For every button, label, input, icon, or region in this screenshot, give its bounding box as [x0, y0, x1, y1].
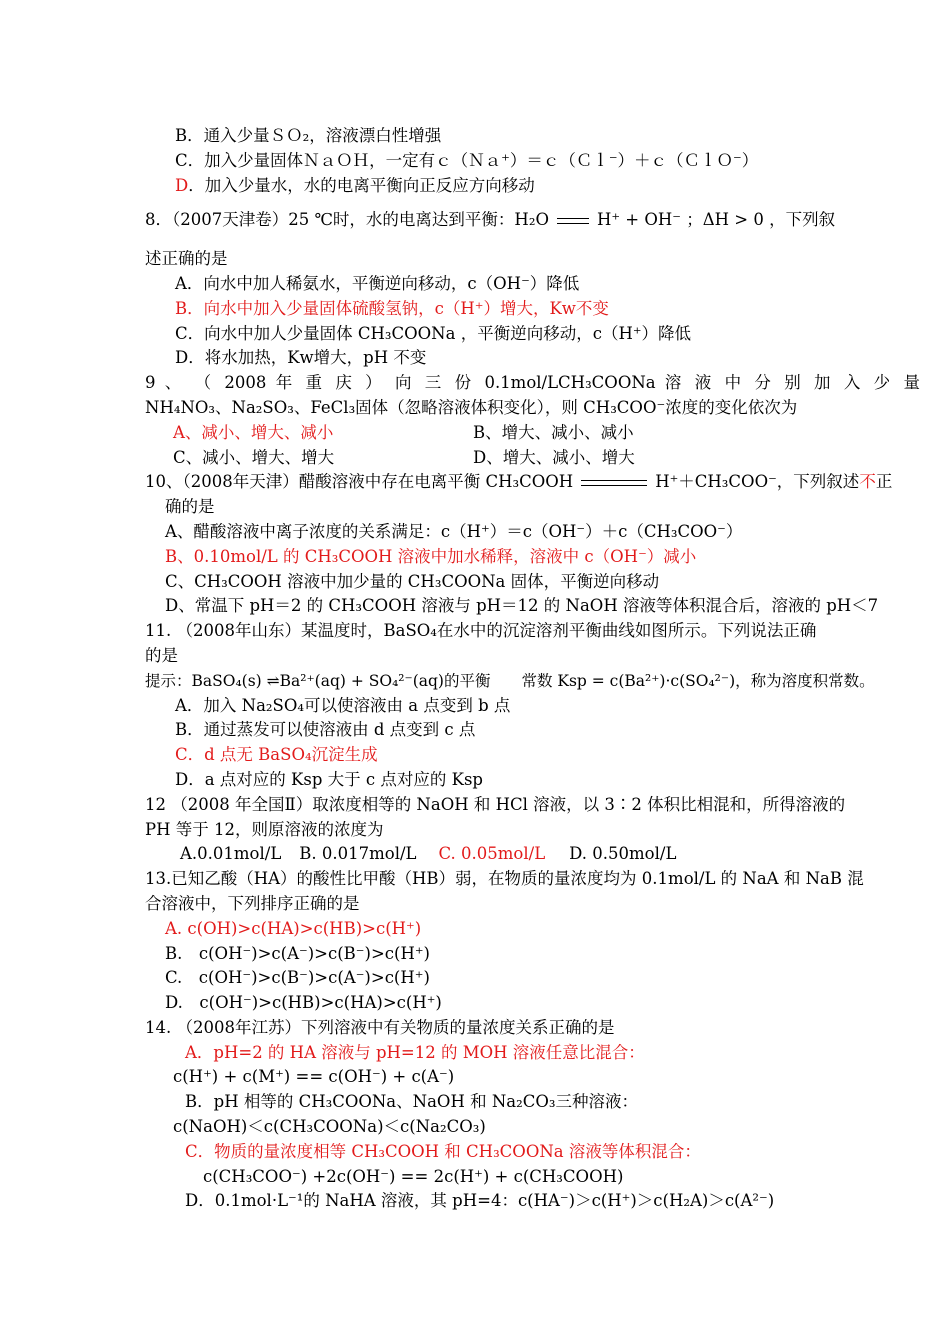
q10-option-d: D、常温下 pH＝2 的 CH₃COOH 溶液与 pH＝12 的 NaOH 溶液等体积混合后，溶液的 pH＜7 [165, 596, 879, 616]
q14-option-b-equation: c(NaOH)＜c(CH₃COONa)＜c(Na₂CO₃) [173, 1117, 486, 1137]
q13-option-b: B. c(OH⁻)>c(A⁻)>c(B⁻)>c(H⁺) [165, 943, 430, 963]
q10-stem-part3: 正 [875, 472, 893, 492]
q9-option-c: C、减小、增大、增大 [173, 447, 335, 467]
q9-stem-line1: 9 、 （ 2008 年 重 庆 ） 向 三 份 0.1mol/LCH₃COONa 溶 液 中 分 别 加 入 少 量 [145, 373, 920, 393]
q14-option-d: D．0.1mol·L⁻¹的 NaHA 溶液，其 pH=4：c(HA⁻)＞c(H⁺)＞c(H₂A)＞c(A²⁻) [185, 1191, 775, 1211]
q12-options [145, 842, 920, 867]
q10-option-c: C、CH₃COOH 溶液中加少量的 CH₃COONa 固体，平衡逆向移动 [165, 571, 660, 591]
q8-stem-part2: H⁺ + OH⁻ ；ΔH > 0 ，下列叙 [596, 210, 836, 230]
q14-option-c-equation: c(CH₃COO⁻) +2c(OH⁻) == 2c(H⁺) + c(CH₃COOH) [203, 1166, 624, 1186]
q7-option-c: C．加入少量固体ＮａＯＨ，一定有ｃ（Ｎａ⁺）＝ｃ（Ｃｌ⁻）＋ｃ（ＣｌＯ⁻） [175, 150, 759, 170]
q10-stem-continued: 确的是 [165, 497, 215, 517]
q10-stem-part2: H⁺＋CH₃COO⁻，下列叙述 [655, 472, 860, 492]
q13-option-a: A. c(OH)>c(HA)>c(HB)>c(H⁺) [165, 918, 422, 938]
q10-stem [145, 470, 920, 495]
q14-stem: 14. （2008年江苏）下列溶液中有关物质的量浓度关系正确的是 [145, 1017, 615, 1037]
q11-option-d: D．a 点对应的 Ksp 大于 c 点对应的 Ksp [175, 769, 483, 789]
q8-stem [145, 208, 920, 233]
q12-stem-line1: 12 （2008 年全国Ⅱ）取浓度相等的 NaOH 和 HCl 溶液，以 3∶2 体积比相混和，所得溶液的 [145, 794, 846, 814]
equilibrium-arrow-icon [555, 215, 591, 227]
q7-option-d-text: ．加入少量水，水的电离平衡向正反应方向移动 [188, 175, 535, 195]
q9-options-row1 [145, 421, 920, 446]
q12-stem-line2: PH 等于 12，则原溶液的浓度为 [145, 819, 384, 839]
q9-stem-line2: NH₄NO₃、Na₂SO₃、FeCl₃固体（忽略溶液体积变化），则 CH₃COO⁻浓度的变化依次为 [145, 397, 798, 417]
q12-option-d: D. 0.50mol/L [569, 844, 677, 864]
q9-option-d: D、增大、减小、增大 [473, 447, 635, 467]
q11-option-a: A．加入 Na₂SO₄可以使溶液由 a 点变到 b 点 [175, 695, 511, 715]
document-page [145, 124, 920, 1214]
equilibrium-arrow-icon [579, 477, 649, 489]
q11-option-b: B．通过蒸发可以使溶液由 d 点变到 c 点 [175, 720, 476, 740]
q8-stem-part1: 8．（2007天津卷）25 ℃时，水的电离达到平衡：H₂O [145, 210, 549, 230]
q7-option-d [145, 174, 920, 199]
q12-option-a: A.0.01mol/L [180, 844, 282, 864]
q8-stem-continued: 述正确的是 [145, 249, 228, 269]
q7-answer-letter: D [175, 175, 189, 195]
q8-option-c: C．向水中加人少量固体 CH₃COONa ，平衡逆向移动，c（H⁺）降低 [175, 323, 692, 343]
q14-option-c: C．物质的量浓度相等 CH₃COOH 和 CH₃COONa 溶液等体积混合： [185, 1141, 701, 1161]
q13-stem-line1: 13.已知乙酸（HA）的酸性比甲酸（HB）弱，在物质的量浓度均为 0.1mol/L 的 NaA 和 NaB 混 [145, 869, 864, 889]
q10-stem-part1: 10、（2008年天津）醋酸溶液中存在电离平衡 CH₃COOH [145, 472, 574, 492]
q10-option-b: B、0.10mol/L 的 CH₃COOH 溶液中加水稀释，溶液中 c（OH⁻）减小 [165, 546, 697, 566]
q14-option-a-equation: c(H⁺) + c(M⁺) == c(OH⁻) + c(A⁻) [173, 1067, 455, 1087]
q9-options-row2 [145, 446, 920, 471]
q10-stem-not: 不 [859, 472, 876, 492]
q13-option-d: D. c(OH⁻)>c(HB)>c(HA)>c(H⁺) [165, 993, 442, 1013]
q9-option-a: A、减小、增大、减小 [173, 422, 334, 442]
q9-option-b: B、增大、减小、减小 [473, 422, 634, 442]
q8-option-b: B．向水中加入少量固体硫酸氢钠，c（H⁺）增大，Kw不变 [175, 298, 609, 318]
q8-option-d: D．将水加热，Kw增大，pH 不变 [175, 348, 427, 368]
q11-option-c: C．d 点无 BaSO₄沉淀生成 [175, 745, 378, 765]
q11-stem-line2: 的是 [145, 645, 178, 665]
q7-option-b: B．通入少量ＳＯ₂，溶液漂白性增强 [175, 126, 442, 145]
q13-option-c: C. c(OH⁻)>c(B⁻)>c(A⁻)>c(H⁺) [165, 968, 430, 988]
q14-option-b: B．pH 相等的 CH₃COONa、NaOH 和 Na₂CO₃三种溶液： [185, 1092, 638, 1112]
q11-stem-line1: 11. （2008年山东）某温度时，BaSO₄在水中的沉淀溶剂平衡曲线如图所示。下列说法正确 [145, 621, 817, 641]
q12-option-c: C. 0.05mol/L [438, 844, 546, 864]
q11-hint: 提示：BaSO₄(s) ⇌Ba²⁺(aq) + SO₄²⁻(aq)的平衡 常数 Ksp = c(Ba²⁺)·c(SO₄²⁻)，称为溶度积常数。 [145, 671, 875, 690]
q13-stem-line2: 合溶液中，下列排序正确的是 [145, 893, 360, 913]
q12-option-b: B. 0.017mol/L [299, 844, 417, 864]
q8-option-a: A．向水中加人稀氨水，平衡逆向移动，c（OH⁻）降低 [175, 273, 580, 293]
q14-option-a: A．pH=2 的 HA 溶液与 pH=12 的 MOH 溶液任意比混合： [185, 1042, 645, 1062]
q10-option-a: A、醋酸溶液中离子浓度的关系满足：c（H⁺）＝c（OH⁻）＋c（CH₃COO⁻） [165, 521, 743, 541]
